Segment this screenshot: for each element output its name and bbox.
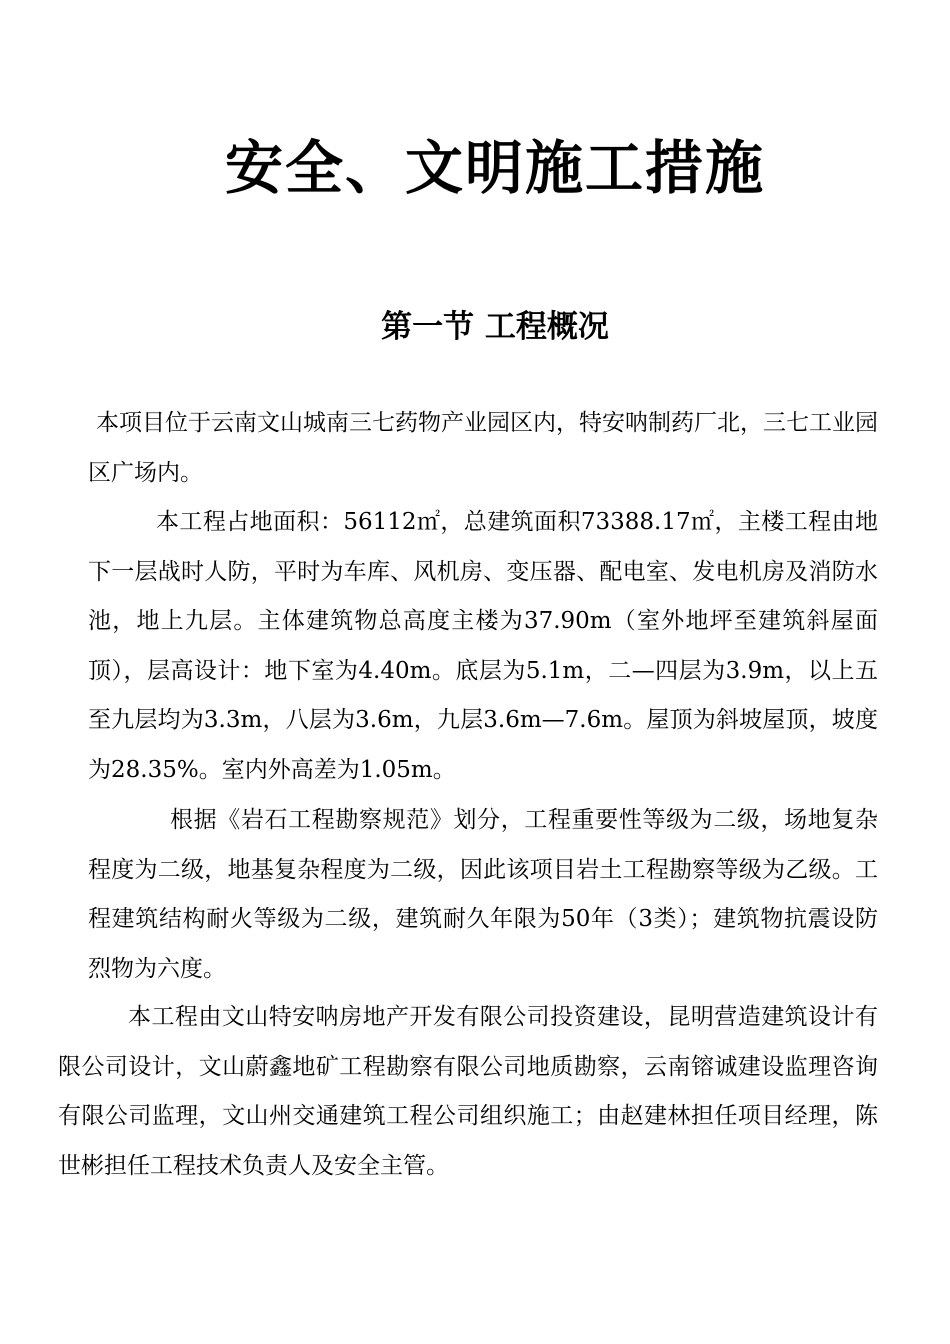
document-title: 安全、文明施工措施 [224, 134, 765, 202]
paragraph-parties: 本工程由文山特安呐房地产开发有限公司投资建设，昆明营造建筑设计有限公司设计，文山蔚鑫地矿工程勘察有限公司地质勘察，云南镕诚建设监理咨询有限公司监理，文山州交通建筑工程公司组织施工；由赵建林担任项目经理，陈世彬担任工程技术负责人及安全主管。 [58, 1004, 878, 1179]
paragraph-location: 本项目位于云南文山城南三七药物产业园区内，特安呐制药厂北，三七工业园区广场内。 [88, 410, 878, 486]
paragraph-area-and-height: 本工程占地面积：56112㎡，总建筑面积73388.17㎡，主楼工程由地下一层战时人防，平时为车库、风机房、变压器、配电室、发电机房及消防水池，地上九层。主体建筑物总高度主楼为37.90m（室外地坪至建筑斜屋面顶），层高设计：地下室为4.40m。底层为5.1m，二—四层为3.9m，以上五至九层均为3.3m，八层为3.6m，九层3.6m—7.6m。屋顶为斜坡屋顶，坡度为28.35%。室内外高差为1.05m。 [88, 509, 878, 783]
section-title: 第一节 工程概况 [381, 309, 609, 345]
paragraph-classification: 根据《岩石工程勘察规范》划分，工程重要性等级为二级，场地复杂程度为二级，地基复杂程度为二级，因此该项目岩土工程勘察等级为乙级。工程建筑结构耐火等级为二级，建筑耐久年限为50年（3类）；建筑物抗震设防烈物为六度。 [88, 807, 878, 982]
